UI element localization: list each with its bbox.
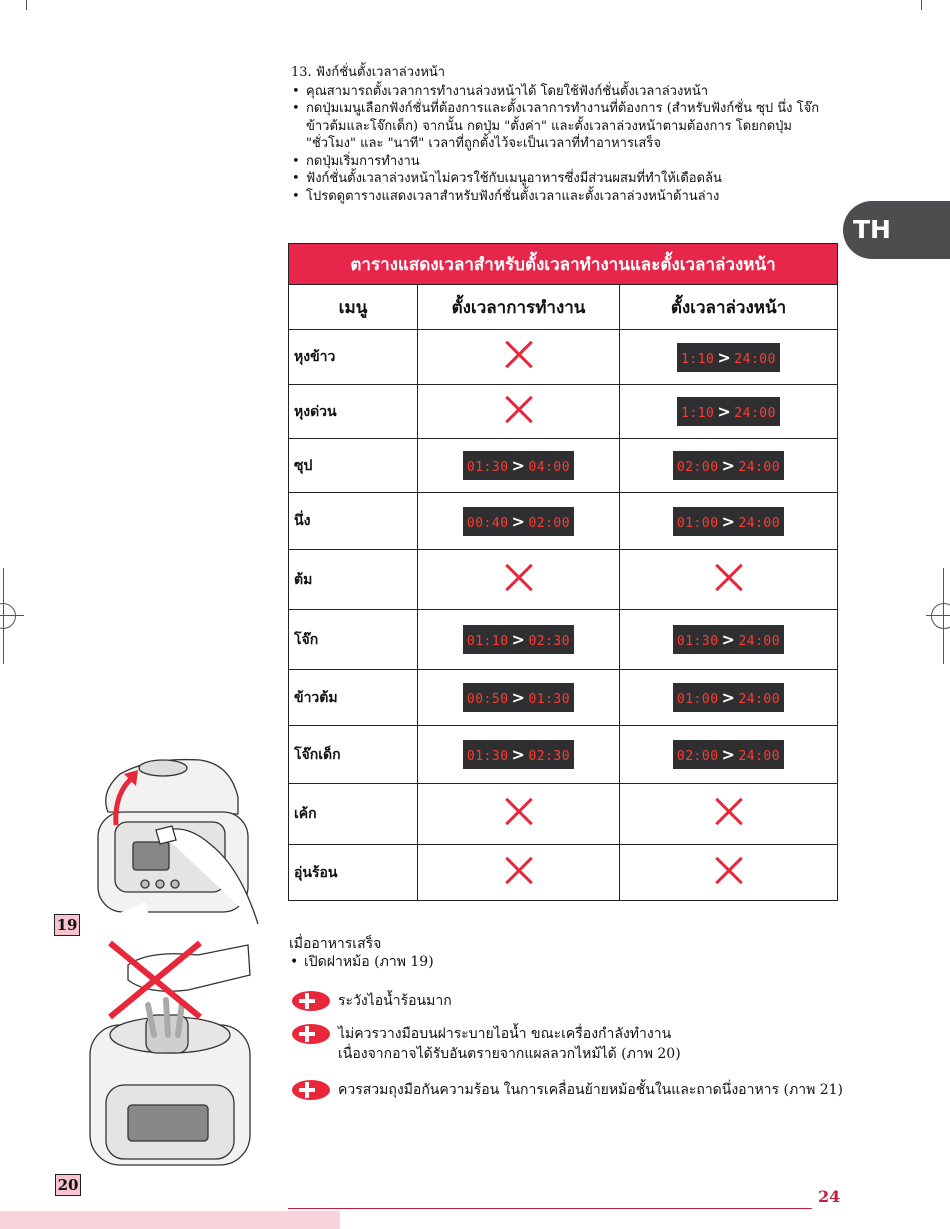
intro-bullet: • คุณสามารถตั้งเวลาการทำงานล่วงหน้าได้ โดยใช้ฟังก์ชั่นตั้งเวลาล่วงหน้า xyxy=(291,83,831,101)
crop-mark-left-h xyxy=(0,615,24,616)
not-available-x-icon xyxy=(504,563,534,593)
time-from: 02:00 xyxy=(676,460,719,475)
when-done-bullet: • เปิดฝาหม้อ (ภาพ 19) xyxy=(289,953,849,971)
warning-steam-vent xyxy=(291,1023,831,1067)
cook-timer-cell xyxy=(418,784,620,845)
figure-20-label: 20 xyxy=(55,1174,81,1196)
crop-mark-left-circle xyxy=(0,603,16,629)
range-arrow: > xyxy=(511,630,526,649)
table-row xyxy=(289,784,838,845)
time-range-display xyxy=(673,507,784,536)
time-range-display xyxy=(463,683,574,712)
header-delay-timer: ตั้งเวลาล่วงหน้า xyxy=(620,285,838,330)
time-range-display xyxy=(463,507,574,536)
crop-mark-right-h xyxy=(926,615,950,616)
time-from: 1:10 xyxy=(681,406,715,421)
time-range-display xyxy=(463,451,574,480)
cook-timer-cell xyxy=(418,726,620,784)
menu-name: หุงด่วน xyxy=(289,385,418,439)
cook-timer-cell xyxy=(418,845,620,901)
time-from: 01:30 xyxy=(466,460,509,475)
cook-timer-cell xyxy=(418,439,620,493)
intro-bullet: • โปรดดูตารางแสดงเวลาสำหรับฟังก์ชั่นตั้งเวลาและตั้งเวลาล่วงหน้าด้านล่าง xyxy=(291,188,831,206)
time-from: 01:10 xyxy=(466,634,509,649)
warning-text-line2: เนื่องจากอาจได้รับอันตรายจากแผลลวกไหม้ได้ (ภาพ 20) xyxy=(338,1046,681,1062)
warning-hand-icon xyxy=(291,990,331,1012)
section-heading: 13. ฟังก์ชั่นตั้งเวลาล่วงหน้า xyxy=(291,65,446,80)
time-from: 01:00 xyxy=(676,692,719,707)
time-range-display xyxy=(673,740,784,769)
when-done-section xyxy=(289,935,849,971)
time-range-display xyxy=(673,683,784,712)
time-from: 01:30 xyxy=(466,749,509,764)
table-row xyxy=(289,610,838,670)
time-to: 24:00 xyxy=(738,634,781,649)
menu-name: ซุป xyxy=(289,439,418,493)
header-cook-timer: ตั้งเวลาการทำงาน xyxy=(418,285,620,330)
menu-name: อุ่นร้อน xyxy=(289,845,418,901)
header-menu: เมนู xyxy=(289,285,418,330)
range-arrow: > xyxy=(511,456,526,475)
time-to: 04:00 xyxy=(528,460,571,475)
when-done-list xyxy=(289,953,849,971)
range-arrow: > xyxy=(511,688,526,707)
figure-19-open-lid-illustration xyxy=(90,752,260,932)
menu-name: ข้าวต้ม xyxy=(289,670,418,726)
time-to: 01:30 xyxy=(528,692,571,707)
page-number: 24 xyxy=(818,1187,841,1206)
delay-timer-cell xyxy=(620,784,838,845)
time-range-display xyxy=(677,343,780,372)
delay-timer-cell xyxy=(620,670,838,726)
delay-timer-cell xyxy=(620,493,838,550)
cook-timer-cell xyxy=(418,493,620,550)
table-row xyxy=(289,439,838,493)
time-range-display xyxy=(463,740,574,769)
menu-name: นึ่ง xyxy=(289,493,418,550)
table-row xyxy=(289,550,838,610)
cook-timer-cell xyxy=(418,610,620,670)
menu-name: ต้ม xyxy=(289,550,418,610)
time-range-display xyxy=(463,625,574,654)
cook-timer-cell xyxy=(418,550,620,610)
range-arrow: > xyxy=(717,402,732,421)
not-available-x-icon xyxy=(714,856,744,886)
time-from: 01:00 xyxy=(676,515,719,531)
range-arrow: > xyxy=(721,456,736,475)
timer-table xyxy=(288,243,838,901)
table-title: ตารางแสดงเวลาสำหรับตั้งเวลาทำงานและตั้งเวลาล่วงหน้า xyxy=(289,244,838,285)
table-row xyxy=(289,493,838,550)
footer-divider xyxy=(288,1208,812,1209)
time-to: 24:00 xyxy=(738,749,781,764)
time-from: 01:30 xyxy=(676,634,719,649)
not-available-x-icon xyxy=(714,797,744,827)
table-row xyxy=(289,330,838,385)
warning-text: ระวังไอน้ำร้อนมาก xyxy=(338,993,452,1009)
warning-hand-icon xyxy=(291,1023,331,1045)
not-available-x-icon xyxy=(504,797,534,827)
table-row xyxy=(289,845,838,901)
time-to: 24:00 xyxy=(734,406,776,421)
table-row xyxy=(289,670,838,726)
table-row xyxy=(289,385,838,439)
language-tab: TH xyxy=(843,201,950,259)
cook-timer-cell xyxy=(418,670,620,726)
delay-timer-cell xyxy=(620,726,838,784)
delay-timer-section xyxy=(291,64,831,205)
warning-oven-gloves xyxy=(291,1079,851,1103)
time-to: 02:30 xyxy=(528,634,571,649)
menu-name: โจ๊ก xyxy=(289,610,418,670)
footer-bar xyxy=(0,1211,340,1229)
time-to: 24:00 xyxy=(734,351,776,367)
time-range-display xyxy=(673,625,784,654)
time-to: 24:00 xyxy=(738,460,781,475)
when-done-heading: เมื่ออาหารเสร็จ xyxy=(289,936,382,952)
crop-mark-right-circle xyxy=(931,603,950,629)
range-arrow: > xyxy=(721,511,736,531)
warning-hot-steam xyxy=(291,990,831,1014)
time-range-display xyxy=(677,397,780,426)
delay-timer-cell xyxy=(620,550,838,610)
not-available-x-icon xyxy=(504,856,534,886)
range-arrow: > xyxy=(721,688,736,707)
intro-bullet-list xyxy=(291,83,831,206)
intro-bullet: • กดปุ่มเมนูเลือกฟังก์ชั่นที่ต้องการและตั้งเวลาการทำงานที่ต้องการ (สำหรับฟังก์ชั่น ซุป นึ่ง โจ๊ก ข้าวต้มและโจ๊กเด็ก) จากนั้น กดปุ่ม "ตั้งค่า" และตั้งเวลาล่วงหน้าตามต้องการ โดยกดปุ่ม "ชั่วโมง" และ "นาที" เวลาที่ถูกตั้งไว้จะเป็นเวลาที่ทำอาหารเสร็จ xyxy=(291,100,831,153)
intro-bullet: • ฟังก์ชั่นตั้งเวลาล่วงหน้าไม่ควรใช้กับเมนูอาหารซึ่งมีส่วนผสมที่ทำให้เดือดล้น xyxy=(291,170,831,188)
not-available-x-icon xyxy=(714,563,744,593)
time-to: 02:00 xyxy=(528,515,571,531)
delay-timer-cell xyxy=(620,610,838,670)
intro-bullet: • กดปุ่มเริ่มการทำงาน xyxy=(291,153,831,171)
range-arrow: > xyxy=(511,745,526,764)
table-body xyxy=(289,330,838,901)
delay-timer-cell xyxy=(620,845,838,901)
menu-name: โจ๊กเด็ก xyxy=(289,726,418,784)
cook-timer-cell xyxy=(418,385,620,439)
warning-hand-icon xyxy=(291,1079,331,1101)
range-arrow: > xyxy=(721,745,736,764)
range-arrow: > xyxy=(511,511,526,531)
warning-text: ควรสวมถุงมือกันความร้อน ในการเคลื่อนย้ายหม้อชั้นในและถาดนึ่งอาหาร (ภาพ 21) xyxy=(338,1082,844,1098)
figure-19-label: 19 xyxy=(54,914,80,936)
time-to: 02:30 xyxy=(528,749,571,764)
delay-timer-cell xyxy=(620,439,838,493)
not-available-x-icon xyxy=(504,340,534,370)
time-to: 24:00 xyxy=(738,692,781,707)
range-arrow: > xyxy=(721,630,736,649)
time-to: 24:00 xyxy=(738,515,781,531)
menu-name: หุงข้าว xyxy=(289,330,418,385)
time-from: 1:10 xyxy=(681,351,715,367)
figure-20-steam-warning-illustration xyxy=(88,935,258,1175)
time-range-display xyxy=(673,451,784,480)
table-row xyxy=(289,726,838,784)
crop-mark-top-left xyxy=(26,0,27,10)
not-available-x-icon xyxy=(504,395,534,425)
time-from: 00:40 xyxy=(466,515,509,531)
cook-timer-cell xyxy=(418,330,620,385)
crop-mark-top-right xyxy=(921,0,922,10)
delay-timer-cell xyxy=(620,385,838,439)
time-from: 00:50 xyxy=(466,692,509,707)
menu-name: เค้ก xyxy=(289,784,418,845)
time-from: 02:00 xyxy=(676,749,719,764)
range-arrow: > xyxy=(717,347,732,367)
warning-text: ไม่ควรวางมือบนฝาระบายไอน้ำ ขณะเครื่องกำลังทำงาน xyxy=(338,1026,672,1042)
delay-timer-cell xyxy=(620,330,838,385)
